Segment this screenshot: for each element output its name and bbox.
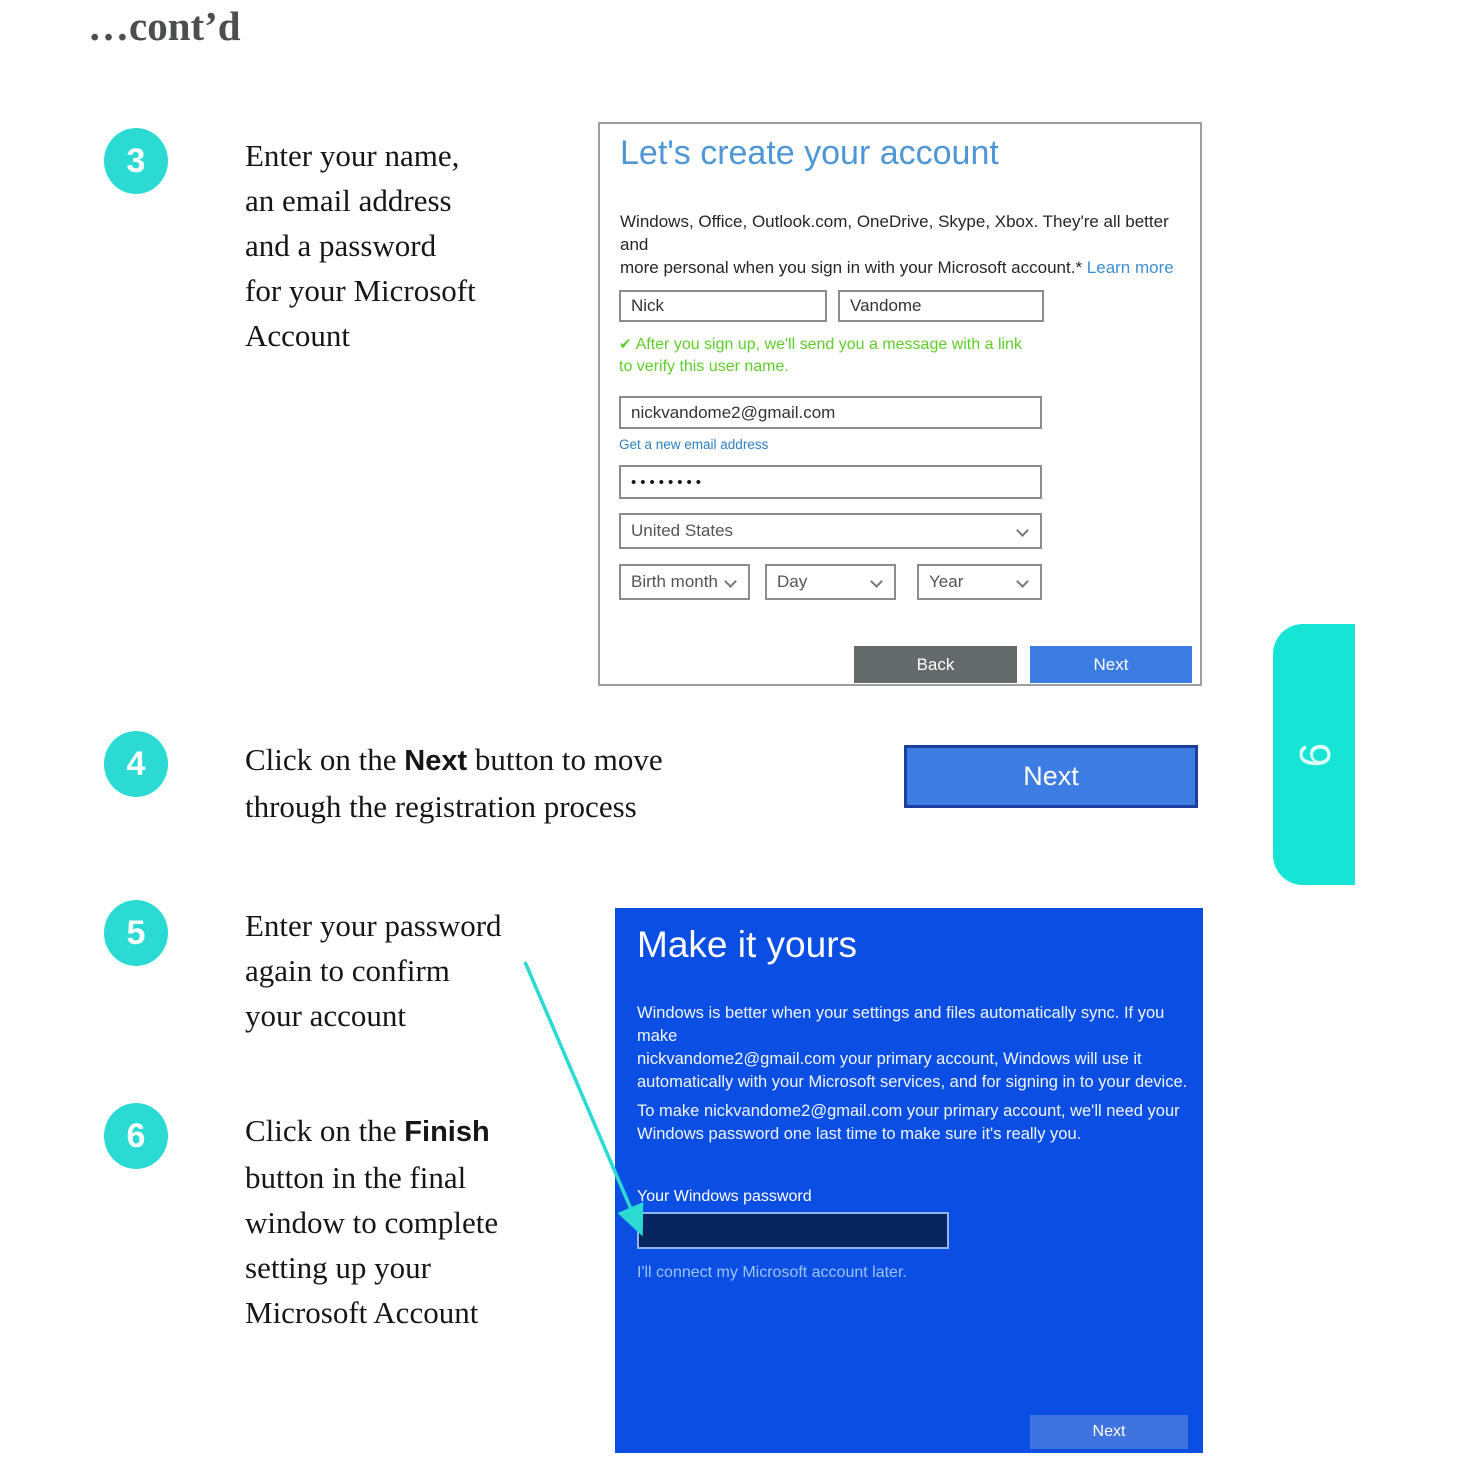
country-value: United States bbox=[631, 521, 734, 540]
day-select[interactable] bbox=[765, 564, 896, 600]
step-4-line bbox=[245, 737, 663, 784]
step-5-line: your account bbox=[245, 998, 406, 1033]
step-6-line: Microsoft Account bbox=[245, 1295, 479, 1330]
birth-month-select[interactable] bbox=[619, 564, 750, 600]
para-line: Windows password one last time to make sure it's really you. bbox=[637, 1125, 1082, 1143]
page-title: …cont’d bbox=[88, 3, 241, 49]
get-new-email-link[interactable]: Get a new email address bbox=[619, 437, 769, 452]
email-value: nickvandome2@gmail.com bbox=[631, 402, 836, 422]
step-6-badge bbox=[104, 1103, 168, 1169]
last-name-value: Vandome bbox=[850, 296, 922, 315]
first-name-input[interactable] bbox=[619, 290, 827, 322]
para-line: nickvandome2@gmail.com your primary account, Windows will use it bbox=[637, 1050, 1142, 1068]
make-it-yours-para2 bbox=[637, 1100, 1180, 1146]
step-3-line: and a password bbox=[245, 228, 437, 263]
step-6-segment: Click on the bbox=[245, 1113, 405, 1148]
next-button[interactable]: Next bbox=[1030, 646, 1192, 683]
country-select[interactable] bbox=[619, 513, 1042, 549]
verify-segment: After you sign up, we'll send you a message with a link bbox=[635, 336, 1022, 353]
make-it-yours-para1 bbox=[637, 1002, 1203, 1094]
first-name-value: Nick bbox=[631, 296, 665, 315]
step-6-line bbox=[245, 1108, 498, 1155]
step-3-text bbox=[245, 133, 476, 358]
birth-month-value: Birth month bbox=[631, 572, 718, 591]
make-it-yours-title: Make it yours bbox=[637, 924, 858, 965]
verify-note bbox=[619, 334, 1022, 378]
callout-arrow bbox=[470, 940, 690, 1260]
make-it-yours-dialog bbox=[615, 908, 1203, 1453]
windows-password-label: Your Windows password bbox=[637, 1188, 812, 1205]
finish-next-button[interactable]: Next bbox=[1030, 1415, 1188, 1449]
checkmark-icon: ✔ bbox=[619, 336, 632, 353]
year-select[interactable] bbox=[917, 564, 1042, 600]
step-6-line: window to complete bbox=[245, 1205, 499, 1240]
step-5-number: 5 bbox=[126, 913, 146, 952]
step-3-badge bbox=[104, 128, 168, 194]
last-name-input[interactable] bbox=[838, 290, 1044, 322]
chevron-down-icon bbox=[1016, 524, 1029, 537]
page-number: 9 bbox=[1289, 742, 1339, 767]
para-line: Windows is better when your settings and files automatically sync. If you make bbox=[637, 1004, 1165, 1045]
step-4-number: 4 bbox=[126, 744, 146, 783]
connect-later-link[interactable]: I'll connect my Microsoft account later. bbox=[637, 1264, 907, 1281]
step-6-number: 6 bbox=[126, 1116, 146, 1155]
year-value: Year bbox=[929, 572, 964, 591]
learn-more-link[interactable]: Learn more bbox=[1086, 258, 1174, 277]
create-account-title: Let's create your account bbox=[620, 134, 999, 172]
step-3-number: 3 bbox=[126, 141, 146, 180]
next-button-callout[interactable]: Next bbox=[904, 745, 1198, 808]
intro-segment: more personal when you sign in with your Microsoft account.* bbox=[620, 258, 1087, 277]
step-6-line: button in the final bbox=[245, 1160, 467, 1195]
step-4-segment: Click on the bbox=[245, 742, 405, 777]
intro-line bbox=[620, 256, 1200, 279]
intro-line: Windows, Office, Outlook.com, OneDrive, Skype, Xbox. They're all better and bbox=[620, 212, 1169, 254]
email-input[interactable] bbox=[619, 396, 1042, 429]
password-input[interactable] bbox=[619, 465, 1042, 499]
verify-line: to verify this user name. bbox=[619, 358, 789, 375]
day-value: Day bbox=[777, 572, 808, 591]
chevron-down-icon bbox=[724, 575, 737, 588]
verify-line bbox=[619, 334, 1022, 356]
step-3-line: an email address bbox=[245, 183, 452, 218]
step-5-text bbox=[245, 903, 502, 1038]
step-3-line: Account bbox=[245, 318, 351, 353]
para-line: To make nickvandome2@gmail.com your primary account, we'll need your bbox=[637, 1102, 1180, 1120]
step-5-line: Enter your password bbox=[245, 908, 502, 943]
chevron-down-icon bbox=[870, 575, 883, 588]
step-3-line: Enter your name, bbox=[245, 138, 460, 173]
step-4-line: through the registration process bbox=[245, 789, 637, 824]
para-line: automatically with your Microsoft services, and for signing in to your device. bbox=[637, 1073, 1188, 1091]
step-4-badge bbox=[104, 731, 168, 797]
password-masked-value: •••••••• bbox=[631, 473, 706, 491]
step-4-text bbox=[245, 737, 663, 829]
step-6-line: setting up your bbox=[245, 1250, 431, 1285]
step-3-line: for your Microsoft bbox=[245, 273, 476, 308]
step-6-text bbox=[245, 1108, 498, 1335]
back-button[interactable]: Back bbox=[854, 646, 1017, 683]
create-account-dialog bbox=[598, 122, 1202, 686]
step-4-bold-next: Next bbox=[404, 745, 468, 777]
chevron-down-icon bbox=[1016, 575, 1029, 588]
step-5-line: again to confirm bbox=[245, 953, 450, 988]
create-account-intro bbox=[620, 210, 1200, 279]
page-number-tab bbox=[1273, 624, 1355, 885]
step-6-bold-finish: Finish bbox=[404, 1116, 490, 1148]
step-4-segment: button to move bbox=[467, 742, 663, 777]
step-5-badge bbox=[104, 900, 168, 966]
